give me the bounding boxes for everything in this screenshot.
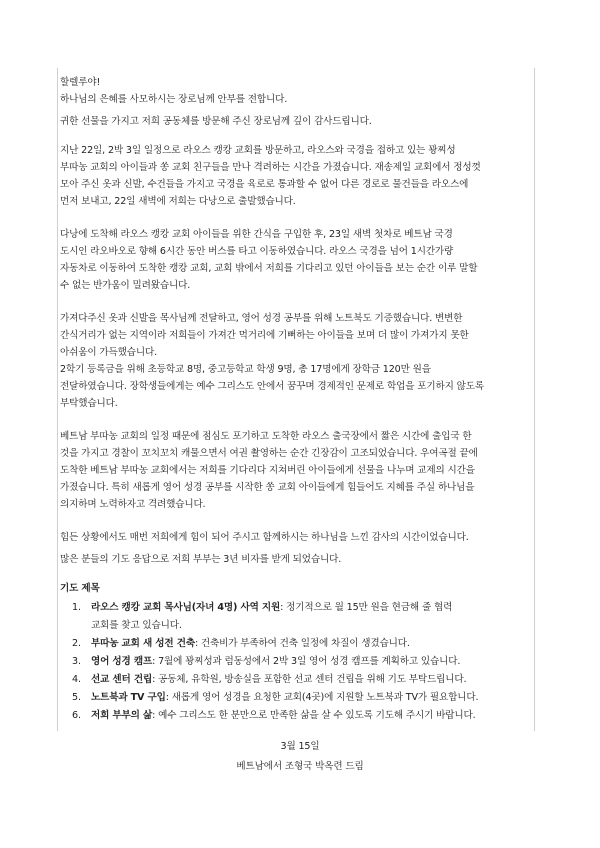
prayer-text: : 정기적으로 월 15만 원을 현금해 줄 협력 bbox=[280, 602, 453, 613]
paragraph-line: 지난 22일, 2박 3일 일정으로 라오스 캥캉 교회를 방문하고, 라오스와 국경을 접하고 있는 꽝찌성 bbox=[60, 145, 456, 156]
prayer-title: 영어 성경 캠프 bbox=[91, 656, 153, 667]
paragraph-visit bbox=[60, 142, 540, 210]
prayer-title: 저희 부부의 삶 bbox=[91, 710, 153, 721]
intro-line: 귀한 선물을 가지고 저희 공동체를 방문해 주신 장로님께 깊이 감사드립니다. bbox=[60, 116, 372, 127]
intro-line: 하나님의 은혜를 사모하시는 장로님께 안부를 전합니다. bbox=[60, 94, 288, 105]
letter-date: 3월 15일 bbox=[280, 741, 320, 752]
paragraph-line: 다낭에 도착해 라오스 캥캉 교회 아이들을 위한 간식을 구입한 후, 23일 새벽 첫차로 베트남 국경 bbox=[60, 229, 453, 240]
prayer-item bbox=[60, 689, 540, 707]
prayer-number: 2. bbox=[72, 638, 81, 649]
prayer-title: 선교 센터 건립 bbox=[91, 674, 153, 685]
prayer-text: : 건축비가 부족하여 건축 일정에 차질이 생겼습니다. bbox=[194, 638, 410, 649]
paragraph-line: 부따농 교회의 아이들과 쏭 교회 친구들을 만나 격려하는 시간을 가졌습니다. 재송제일 교회에서 정성껏 bbox=[60, 162, 481, 173]
prayer-item bbox=[60, 635, 540, 653]
paragraph-line: 수 없는 반가움이 밀려왔습니다. bbox=[60, 280, 191, 291]
paragraph-line: 도착한 베트남 부따농 교회에서는 저희를 기다리다 지쳐버린 아이들에게 선물을 나누며 교제의 시간을 bbox=[60, 465, 475, 476]
prayer-heading: 기도 제목 bbox=[60, 583, 100, 594]
prayer-number: 6. bbox=[72, 710, 81, 721]
paragraph-donation bbox=[60, 310, 540, 412]
paragraph-line: 것을 가지고 경찰이 꼬치꼬치 캐물으면서 여권 촬영하는 순간 긴장감이 고조되었습니다. 우여곡절 끝에 bbox=[60, 448, 478, 459]
prayer-number: 1. bbox=[72, 602, 81, 613]
prayer-number: 3. bbox=[72, 656, 81, 667]
paragraph-line: 모아 주신 옷과 신발, 수건들을 가지고 국경을 육로로 통과할 수 없어 다른 경로로 물건들을 라오스에 bbox=[60, 179, 469, 190]
prayer-title: 부따농 교회 새 성전 건축 bbox=[91, 638, 195, 649]
prayer-number: 5. bbox=[72, 692, 81, 703]
greeting: 할렐루야! bbox=[60, 77, 101, 88]
prayer-item bbox=[60, 707, 540, 725]
closing-line: 많은 분들의 기도 응답으로 저희 부부는 3년 비자를 받게 되었습니다. bbox=[60, 554, 342, 565]
paragraph-border bbox=[60, 428, 540, 513]
letter-body bbox=[60, 74, 540, 777]
prayer-text: : 공동체, 유학원, 방송실을 포함한 선교 센터 건립을 위해 기도 부탁드립니다. bbox=[152, 674, 467, 685]
paragraph-line: 간식거리가 없는 지역이라 저희들이 가져간 먹거리에 기뻐하는 아이들을 보며 더 많이 가져가지 못한 bbox=[60, 330, 469, 341]
prayer-text: 교회를 찾고 있습니다. bbox=[91, 620, 182, 631]
paragraph-line: 도시인 라오바오로 향해 6시간 동안 버스를 타고 이동하였습니다. 라오스 국경을 넘어 1시간가량 bbox=[60, 246, 454, 257]
prayer-list bbox=[60, 599, 540, 725]
paragraph-line: 베트남 부따농 교회의 일정 때문에 점심도 포기하고 도착한 라오스 출국장에서 짧은 시간에 출입국 한 bbox=[60, 431, 472, 442]
paragraph-line: 의지하며 노력하자고 격려했습니다. bbox=[60, 499, 206, 510]
prayer-text: : 예수 그리스도 한 분만으로 만족한 삶을 살 수 있도록 기도해 주시기 바랍니다. bbox=[152, 710, 476, 721]
paragraph-line: 전달하였습니다. 장학생들에게는 예수 그리스도 안에서 꿈꾸며 경제적인 문제로 학업을 포기하지 않도록 bbox=[60, 381, 484, 392]
prayer-item bbox=[60, 653, 540, 671]
closing-line: 힘든 상황에서도 매번 저희에게 힘이 되어 주시고 함께하시는 하나님을 느낀 감사의 시간이었습니다. bbox=[60, 532, 469, 543]
prayer-item bbox=[60, 671, 540, 689]
prayer-title: 노트북과 TV 구입 bbox=[91, 692, 166, 703]
paragraph-line: 부탁했습니다. bbox=[60, 398, 118, 409]
prayer-number: 4. bbox=[72, 674, 81, 685]
prayer-item bbox=[60, 599, 540, 635]
paragraph-line: 가져다주신 옷과 신발을 목사님께 전달하고, 영어 성경 공부를 위해 노트북도 기증했습니다. 변변한 bbox=[60, 313, 463, 324]
paragraph-line: 가졌습니다. 특히 새롭게 영어 성경 공부를 시작한 쏭 교회 아이들에게 힘들어도 지혜를 주실 하나님을 bbox=[60, 482, 475, 493]
paragraph-line: 2학기 등록금을 위해 초등학교 8명, 중고등학교 학생 9명, 총 17명에게 장학금 120만 원을 bbox=[60, 364, 431, 375]
paragraph-line: 자동차로 이동하여 도착한 캥캉 교회, 교회 밖에서 저희를 기다리고 있던 아이들을 보는 순간 이루 말할 bbox=[60, 263, 478, 274]
prayer-text: : 새롭게 영어 성경을 요청한 교회(4곳)에 지원할 노트북과 TV가 필요합니다. bbox=[165, 692, 479, 703]
paragraph-travel bbox=[60, 226, 540, 294]
prayer-title: 라오스 캥캉 교회 목사님(자녀 4명) 사역 지원 bbox=[91, 602, 281, 613]
paragraph-line: 아쉬움이 가득했습니다. bbox=[60, 347, 157, 358]
paragraph-line: 먼저 보내고, 22일 새벽에 저희는 다낭으로 출발했습니다. bbox=[60, 196, 296, 207]
prayer-text: : 7월에 꽝찌성과 럼동성에서 2박 3일 영어 성경 캠프를 계획하고 있습니다. bbox=[152, 656, 461, 667]
letter-signature: 베트남에서 조형국 박옥련 드림 bbox=[236, 761, 364, 772]
